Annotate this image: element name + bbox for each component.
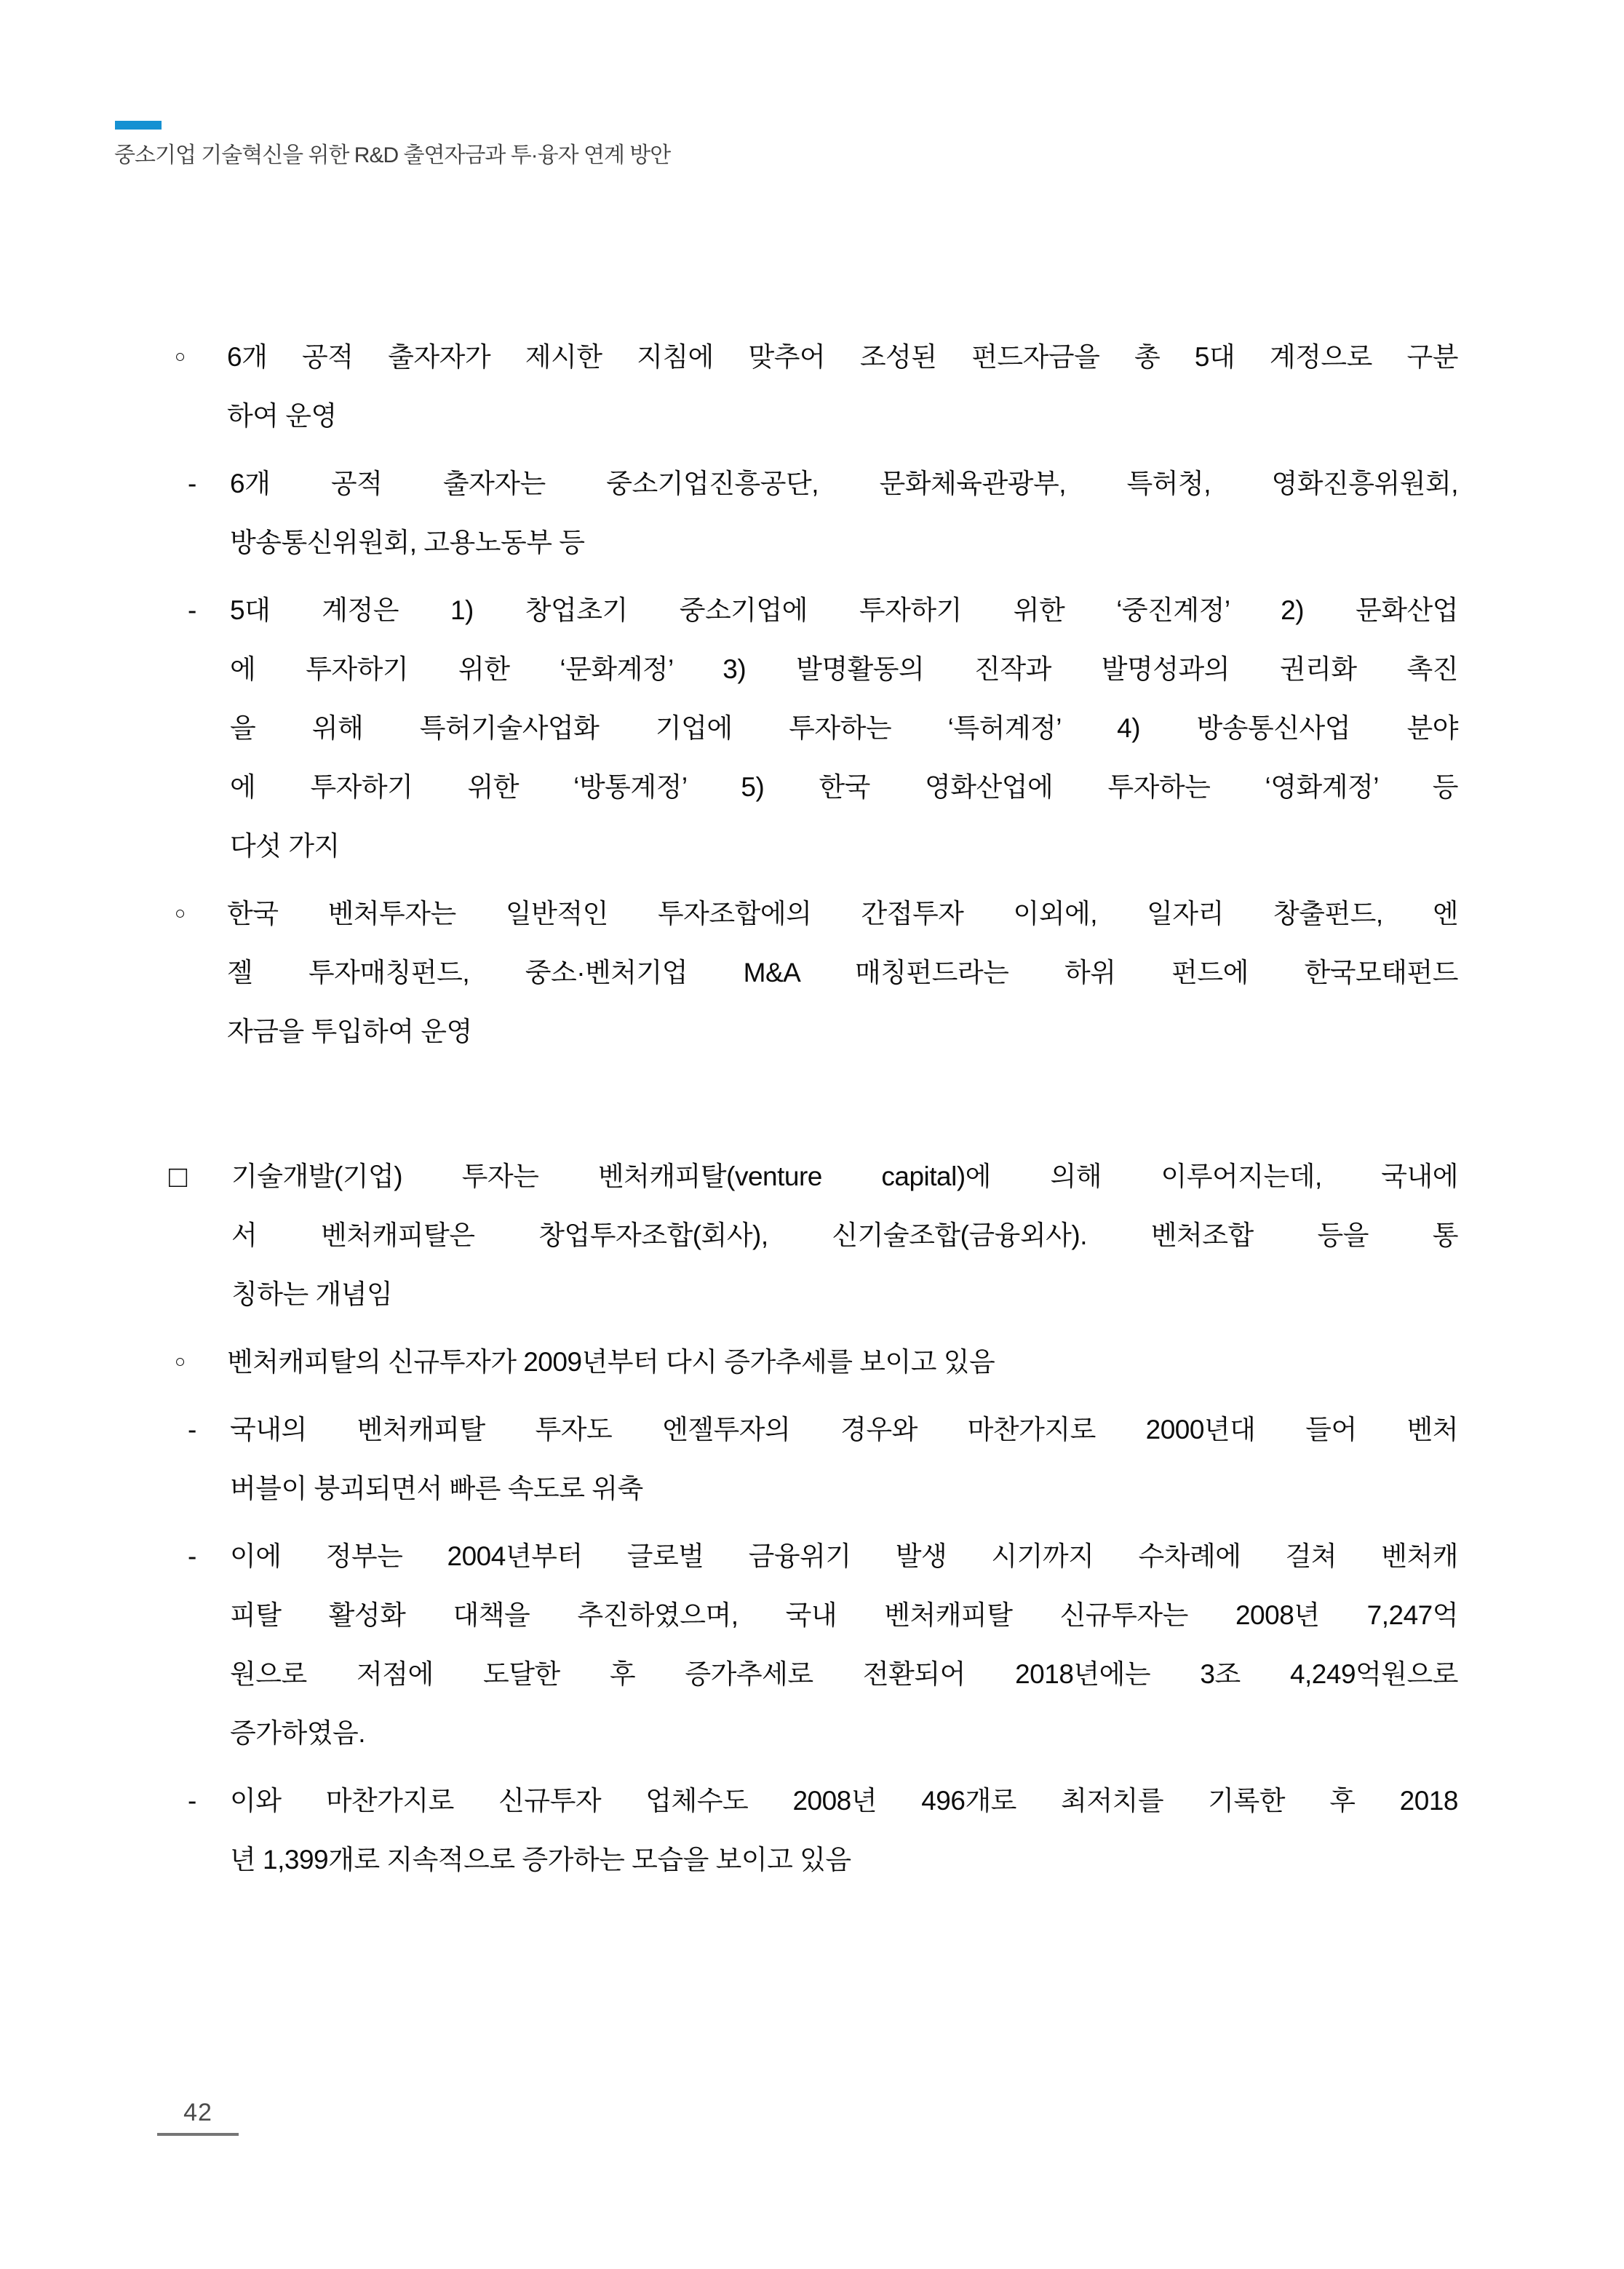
text-line: 젤 투자매칭펀드, 중소·벤처기업 M&A 매칭펀드라는 하위 펀드에 한국모태펀드 bbox=[227, 958, 1458, 988]
text-line: 한국 벤처투자는 일반적인 투자조합에의 간접투자 이외에, 일자리 창출펀드, 엔 bbox=[227, 899, 1458, 929]
list-item bbox=[169, 581, 1458, 875]
text-line: 원으로 저점에 도달한 후 증가추세로 전환되어 2018년에는 3조 4,249억원으로 bbox=[230, 1659, 1458, 1689]
paragraph bbox=[230, 581, 1458, 875]
bullet-marker: - bbox=[188, 595, 197, 625]
paragraph bbox=[230, 1400, 1458, 1518]
paragraph bbox=[230, 454, 1458, 572]
text-line: 자금을 투입하여 운영 bbox=[227, 1017, 472, 1046]
page-title: 중소기업 기술혁신을 위한 R&D 출연자금과 투·융자 연계 방안 bbox=[114, 143, 671, 167]
bullet-marker: - bbox=[188, 1415, 197, 1445]
text-line: 칭하는 개념임 bbox=[231, 1279, 393, 1309]
text-line: 에 투자하기 위한 ‘문화계정’ 3) 발명활동의 진작과 발명성과의 권리화 촉진 bbox=[230, 654, 1458, 684]
bullet-marker: - bbox=[188, 469, 197, 498]
bullet-marker: ○ bbox=[175, 903, 186, 923]
list-item bbox=[169, 454, 1458, 572]
text-line: 피탈 활성화 대책을 추진하였으며, 국내 벤처캐피탈 신규투자는 2008년 7,247억 bbox=[230, 1600, 1458, 1630]
paragraph bbox=[227, 884, 1458, 1061]
text-line: 벤처캐피탈의 신규투자가 2009년부터 다시 증가추세를 보이고 있음 bbox=[227, 1347, 995, 1377]
text-line: 하여 운영 bbox=[227, 401, 337, 431]
list-item bbox=[169, 1771, 1458, 1889]
text-line: 버블이 붕괴되면서 빠른 속도로 위축 bbox=[230, 1474, 643, 1503]
text-line: 기술개발(기업) 투자는 벤처캐피탈(venture capital)에 의해 이루어지는데, 국내에 bbox=[231, 1161, 1458, 1191]
text-line: 이에 정부는 2004년부터 글로벌 금융위기 발생 시기까지 수차례에 걸쳐 벤처캐 bbox=[230, 1541, 1458, 1571]
list-item bbox=[169, 327, 1458, 445]
text-line: 서 벤처캐피탈은 창업투자조합(회사), 신기술조합(금융외사). 벤처조합 등을 통 bbox=[231, 1220, 1458, 1250]
bullet-marker: □ bbox=[169, 1159, 188, 1193]
text-line: 년 1,399개로 지속적으로 증가하는 모습을 보이고 있음 bbox=[230, 1845, 851, 1875]
bullet-marker: ○ bbox=[175, 1351, 186, 1372]
text-line: 방송통신위원회, 고용노동부 등 bbox=[230, 528, 585, 557]
list-item bbox=[169, 1332, 1458, 1391]
body-content bbox=[169, 319, 1458, 1889]
paragraph bbox=[230, 1527, 1458, 1763]
text-line: 증가하였음. bbox=[230, 1718, 365, 1748]
page-number: 42 bbox=[183, 2099, 212, 2126]
bullet-marker: - bbox=[188, 1541, 197, 1571]
list-item bbox=[169, 884, 1458, 1061]
paragraph bbox=[227, 1332, 1458, 1391]
bullet-marker: ○ bbox=[175, 346, 186, 367]
paragraph bbox=[227, 327, 1458, 445]
text-line: 이와 마찬가지로 신규투자 업체수도 2008년 496개로 최저치를 기록한 후 2018 bbox=[230, 1786, 1458, 1816]
text-line: 5대 계정은 1) 창업초기 중소기업에 투자하기 위한 ‘중진계정’ 2) 문화산업 bbox=[230, 595, 1458, 625]
paragraph bbox=[230, 1771, 1458, 1889]
text-line: 다섯 가지 bbox=[230, 831, 340, 861]
list-item bbox=[169, 1147, 1458, 1324]
header-accent-bar bbox=[115, 121, 162, 130]
text-line: 을 위해 특허기술사업화 기업에 투자하는 ‘특허계정’ 4) 방송통신사업 분야 bbox=[230, 713, 1458, 743]
text-line: 6개 공적 출자자가 제시한 지침에 맞추어 조성된 펀드자금을 총 5대 계정으로 구분 bbox=[227, 342, 1458, 372]
text-line: 6개 공적 출자자는 중소기업진흥공단, 문화체육관광부, 특허청, 영화진흥위원회, bbox=[230, 469, 1458, 498]
text-line: 국내의 벤처캐피탈 투자도 엔젤투자의 경우와 마찬가지로 2000년대 들어 벤처 bbox=[230, 1415, 1458, 1445]
text-line: 에 투자하기 위한 ‘방통계정’ 5) 한국 영화산업에 투자하는 ‘영화계정’ 등 bbox=[230, 772, 1458, 802]
bullet-marker: - bbox=[188, 1786, 197, 1816]
list-item bbox=[169, 1527, 1458, 1763]
page-footer bbox=[157, 2099, 239, 2136]
footer-rule bbox=[157, 2133, 239, 2136]
paragraph bbox=[231, 1147, 1458, 1324]
list-item bbox=[169, 1400, 1458, 1518]
